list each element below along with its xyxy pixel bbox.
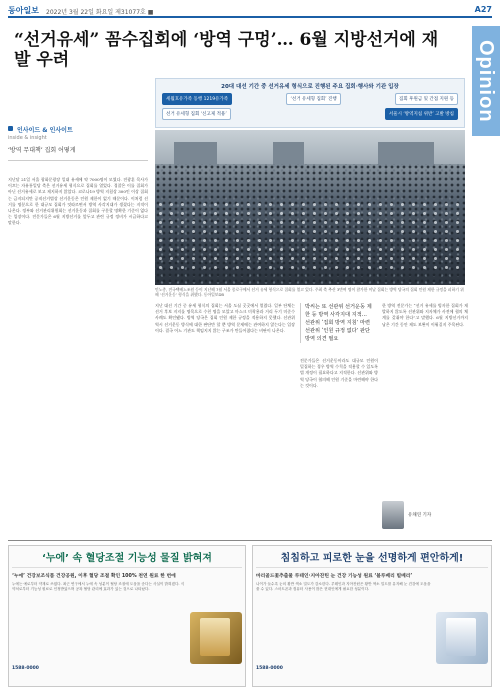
opinion-section-tab: Opinion [472, 26, 500, 136]
info-item: 서울시 ‘방역지침 위반’ 고발 방침 [385, 108, 458, 120]
ad-phone[interactable]: 1588-0000 [256, 666, 283, 671]
column-subtitle: inside & insight [8, 135, 47, 141]
article-body-right: 한 방역 전문가는 “선거 유세를 빙자한 집회가 재발하지 않도록 선관위와 지자체가 사전에 협의 체계를 갖춰야 한다”고 말했다. 6월 지방선거까지 남은 기간 동안 제도 보완이 이뤄질지 주목된다. [382, 303, 468, 327]
info-graphic-row [162, 93, 458, 105]
info-item: 집회 후원금 및 간접 지원 등 [395, 93, 458, 105]
column-title: ‘방역 무대책’ 집회 어떻게 [8, 145, 148, 161]
advertisement-right[interactable] [252, 545, 492, 687]
photo-caption: 민노총, 전국택배노조원 등이 지난해 7월 서울 종로구에서 선거 유세 형식으로 집회를 열고 있다. 주최 측 추산 3만여 명이 참가한 이날 집회는 방역 당국의 집회 인원 제한 규정을 피하기 위해 ‘선거운동’ 형식을 취했다. 동아일보DB [155, 287, 464, 298]
product-package-icon [190, 612, 242, 664]
author-name: 유채연 기자 [408, 513, 432, 518]
left-column [8, 125, 148, 540]
ad-divider [8, 540, 492, 541]
ad-headline: 침침하고 피로한 눈을 선명하게 편안하게! [256, 549, 488, 568]
info-graphic [155, 78, 465, 128]
info-graphic-row [162, 108, 458, 120]
middle-column-2 [300, 358, 378, 389]
right-column [382, 303, 468, 328]
ad-body [256, 582, 488, 664]
info-item: 세월호유가족 동행 1219유가족 [162, 93, 232, 105]
ad-headline: ‘누에’ 속 혈당조절 기능성 물질 밝혀져 [12, 549, 242, 568]
ad-text: 누에는 예로부터 약재로 쓰였다. 최근 연구에서 누에 속 성분이 혈당 조절에 도움을 준다는 사실이 밝혀졌다. 식약처로부터 기능성 원료로 인정받았으며 공복 혈당 관리에 효과가 있는 것으로 나타났다. [12, 582, 185, 592]
photo-signs [155, 200, 465, 270]
info-item: ‘선거 유세형 집회’ 진행 [286, 93, 340, 105]
author-byline [382, 500, 468, 530]
article-body-mid1: 지난 대선 기간 중 유세 형식의 집회는 서울 도심 곳곳에서 열렸다. 일부 단체는 선거 후보 지지를 명목으로 수천 명을 모았고 마스크 미착용과 거리 두기 미준수 사례도 확인됐다. 방역 당국은 집회 인원 제한 규정을 적용하지 못했다. 선관위 역시 선거운동 방식에 대한 판단만 할 뿐 방역 문제에는 관여하지 않는다는 입장이다. 결국 어느 기관도 책임지지 않는 구조가 만들어졌다는 비판이 나온다. [155, 303, 295, 333]
issue-info: 2022년 3월 22일 화요일 제31077호 ■ [46, 9, 154, 16]
article-subhead: 박씨는 또 선관위 선거운동 제한 등 방역 사각지대 지적… 선관위 ‘집회 방역 지침’ 마련 선관위 ‘인원 규정 없다’ 판단 방역 의견 필요 [300, 303, 372, 343]
ad-subheadline: 마리골드꽃추출물 루테인·지아잔틴 눈 건강 기능성 원료 ‘블루베리 빌베리’ [256, 574, 413, 579]
article-body-mid2: 전문가들은 선거운동이라도 대규모 인원이 밀집하는 경우 방역 수칙을 적용할 수 있도록 법 개정이 필요하다고 지적한다. 선관위와 방역 당국이 협의해 인원 기준을 마련해야 한다는 것이다. [300, 358, 378, 388]
middle-column-1 [155, 303, 295, 334]
page-header [8, 4, 492, 18]
rally-crowd-photo [155, 130, 465, 285]
page-number: A27 [474, 5, 492, 14]
author-avatar [382, 501, 404, 529]
article-headline: “선거유세” 꼼수집회에 ‘방역 구멍’… 6월 지방선거에 재발 우려 [14, 30, 439, 70]
ad-phone[interactable]: 1588-0000 [12, 666, 39, 671]
newspaper-brand: 동아일보 [8, 6, 39, 15]
article-body-left: 지난달 21일 서울 광화문광장 일대 유세에 약 7000명이 모였다. 전광훈 목사가 이끄는 자유통일당 측은 선거유세 형식으로 집회를 열었다. 경찰은 이를 집회가 아닌 선거유세로 보고 제지하지 않았다. 코로나19 방역 지침상 300인 이상 집회는 금지되지만 공직선거법상 선거운동은 인원 제한이 없기 때문이다. 이처럼 선거를 명분으로 한 대규모 집회가 잇따르면서 방역 사각지대가 생겼다는 지적이 나온다. 정부와 선거관리위원회는 선거운동과 집회를 구분할 명확한 기준이 없다는 입장이다. 전문가들은 6월 지방선거를 앞두고 관련 규정 정비가 시급하다고 말한다. [8, 177, 148, 226]
advertisement-left[interactable] [8, 545, 246, 687]
ad-subheadline: ‘누에’ 건강보조식품 건강공원, 이후 혈당 조절 확인 100% 천연 원료 한 번에 [12, 574, 176, 579]
ad-text: 나이가 들수록 눈의 황반 색소 밀도가 감소한다. 루테인과 지아잔틴은 황반 색소 밀도를 유지해 눈 건강에 도움을 줄 수 있다. 스마트폰과 컴퓨터 사용이 많은 현대인에게 필요한 성분이다. [256, 582, 431, 592]
column-square-icon [8, 126, 13, 131]
column-label [8, 125, 148, 134]
column-label-text: 인사이드 & 인사이트 [17, 127, 73, 134]
info-graphic-title: 20대 대선 기간 중 선거유세 형식으로 진행된 주요 집회·행사와 기관 입장 [221, 84, 399, 90]
info-item: 선거 유세형 집회 ‘신고제 적용’ [162, 108, 231, 120]
ad-body [12, 582, 242, 664]
product-package-icon [436, 612, 488, 664]
